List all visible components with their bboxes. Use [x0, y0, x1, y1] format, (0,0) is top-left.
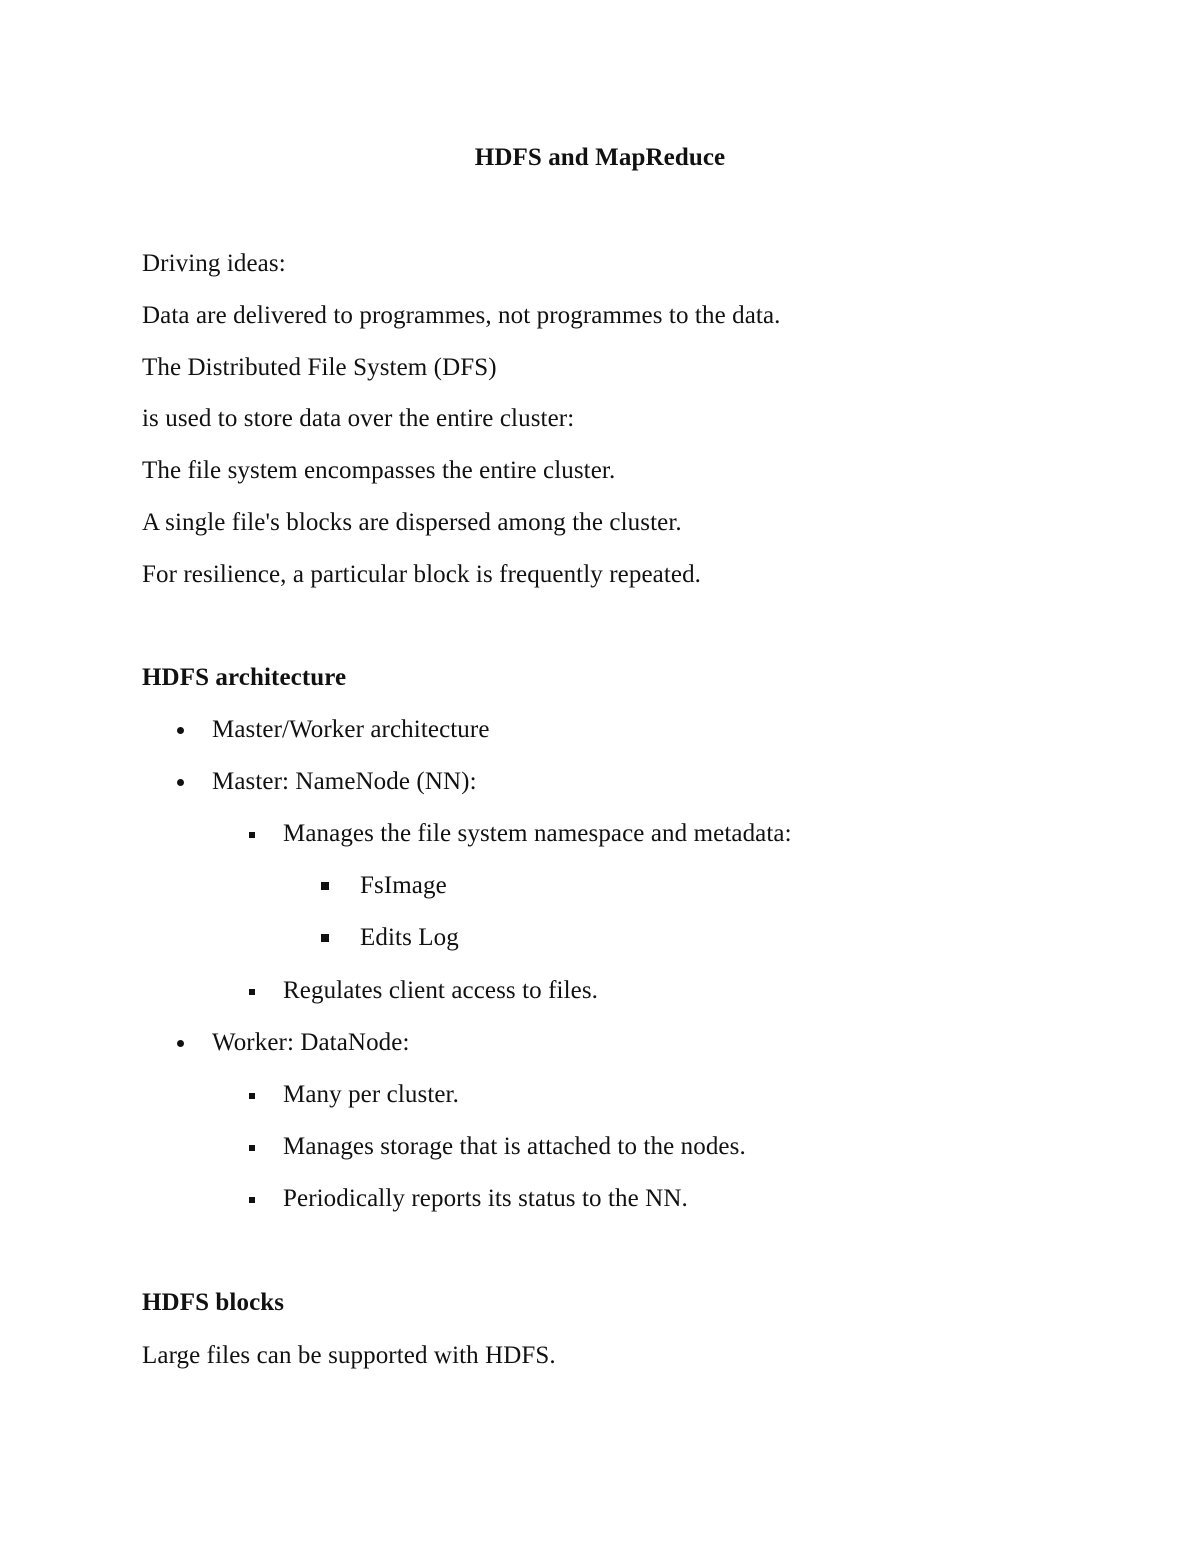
intro-line: The file system encompasses the entire cluster. — [142, 457, 616, 484]
body-line: Large files can be supported with HDFS. — [142, 1342, 556, 1369]
list-item: Many per cluster. — [283, 1081, 459, 1108]
intro-line: For resilience, a particular block is frequently repeated. — [142, 561, 702, 588]
document-title: HDFS and MapReduce — [474, 144, 726, 171]
list-item: FsImage — [360, 872, 447, 899]
bullet-square-icon — [321, 934, 329, 942]
bullet-square-icon — [249, 989, 255, 995]
intro-line: A single file's blocks are dispersed among the cluster. — [142, 509, 682, 536]
bullet-square-icon — [249, 1197, 255, 1203]
intro-line: Data are delivered to programmes, not programmes to the data. — [142, 302, 781, 329]
list-item: Worker: DataNode: — [212, 1029, 410, 1056]
bullet-square-icon — [321, 882, 329, 890]
list-item: Master: NameNode (NN): — [212, 768, 477, 795]
section-heading-blocks: HDFS blocks — [142, 1289, 285, 1316]
list-item: Manages storage that is attached to the nodes. — [283, 1133, 746, 1160]
intro-line: The Distributed File System (DFS) — [142, 354, 497, 381]
bullet-dot-icon — [177, 1040, 184, 1047]
list-item: Edits Log — [360, 924, 459, 951]
bullet-square-icon — [249, 1145, 255, 1151]
list-item: Manages the file system namespace and metadata: — [283, 820, 792, 847]
bullet-dot-icon — [177, 727, 184, 734]
bullet-square-icon — [249, 832, 255, 838]
list-item: Regulates client access to files. — [283, 977, 598, 1004]
list-item: Master/Worker architecture — [212, 716, 490, 743]
bullet-square-icon — [249, 1093, 255, 1099]
intro-line: is used to store data over the entire cluster: — [142, 405, 575, 432]
bullet-dot-icon — [177, 779, 184, 786]
section-heading-architecture: HDFS architecture — [142, 664, 347, 691]
list-item: Periodically reports its status to the NN. — [283, 1185, 688, 1212]
intro-line: Driving ideas: — [142, 250, 286, 277]
